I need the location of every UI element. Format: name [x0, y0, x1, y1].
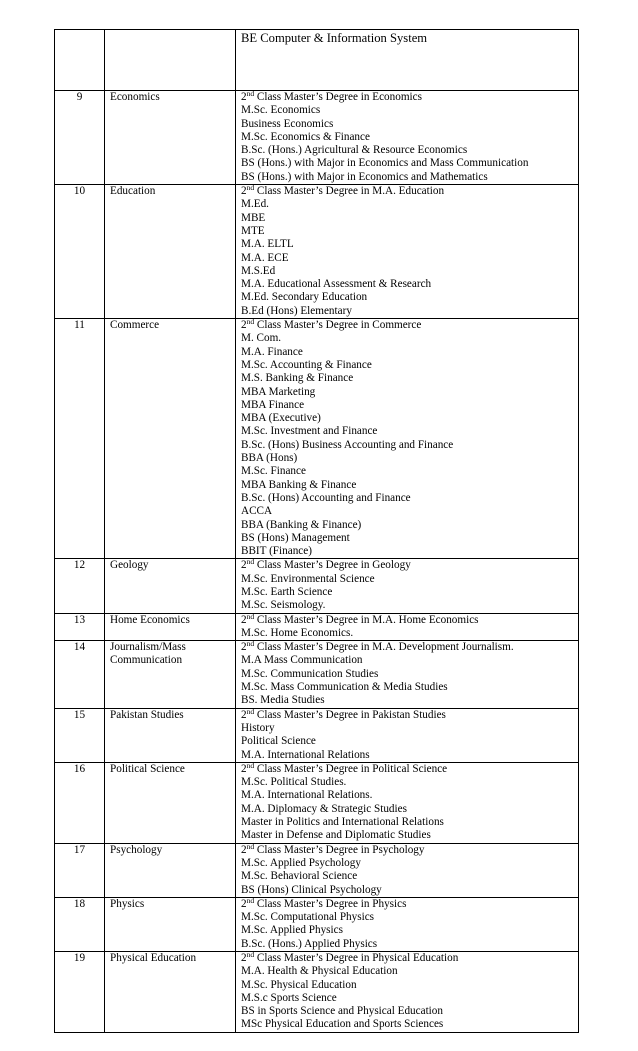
ordinal-number: 2: [241, 708, 247, 721]
subject-cell: [105, 641, 236, 708]
degree-item: BS (Hons.) with Major in Economics and Mathematics: [241, 170, 488, 183]
subject-name: Psychology: [110, 843, 163, 856]
ordinal-suffix: nd: [246, 760, 255, 770]
serial-number-cell: 9: [55, 91, 105, 185]
degree-item: MBA (Executive): [241, 412, 321, 425]
degree-item: M.Sc. Applied Physics: [241, 924, 343, 937]
degree-item: M.A. ELTL: [241, 238, 294, 251]
degree-item: BS (Hons) Clinical Psychology: [241, 883, 382, 896]
serial-number-cell: 17: [55, 843, 105, 897]
ordinal-number: 2: [241, 91, 247, 103]
ordinal-suffix: nd: [246, 557, 255, 567]
degree-item: M.Sc. Applied Psychology: [241, 856, 361, 869]
degree-item: M.S.c Sports Science: [241, 991, 337, 1004]
degrees-cell: [236, 613, 579, 641]
degree-item: M.Sc. Seismology.: [241, 599, 326, 612]
subject-name: Geology: [110, 559, 149, 572]
second-class-masters-degree: [241, 559, 578, 572]
serial-number-cell: [55, 30, 105, 91]
degree-item: History: [241, 721, 275, 734]
degree-item: BS (Hons) Management: [241, 531, 350, 544]
subject-name: Home Economics: [110, 613, 190, 626]
degree-requirement-text: Class Master’s Degree in M.A. Development Journalism.: [254, 641, 514, 654]
second-class-masters-degree: [241, 611, 578, 627]
degree-item: B.Sc. (Hons) Business Accounting and Finance: [241, 438, 454, 451]
table-row: [55, 843, 579, 897]
degree-item: M.Ed. Secondary Education: [241, 291, 368, 304]
ordinal-number: 2: [241, 641, 247, 654]
degree-item: M.Ed.: [241, 198, 269, 211]
degree-item: M.S.Ed: [241, 264, 276, 277]
degree-item: BS. Media Studies: [241, 694, 325, 707]
second-class-masters-degree: [241, 760, 578, 776]
degree-item: M.Sc. Environmental Science: [241, 572, 375, 585]
subject-cell: [105, 319, 236, 559]
table-row: [55, 319, 579, 559]
degrees-cell: [236, 91, 579, 185]
table-row: [55, 762, 579, 843]
degree-item: M.A. ECE: [241, 251, 289, 264]
table-row: [55, 30, 579, 91]
serial-number-cell: 16: [55, 762, 105, 843]
degree-requirement-text: Class Master’s Degree in M.A. Home Economics: [254, 613, 479, 626]
degrees-cell: [236, 897, 579, 951]
degree-item: M.Sc. Earth Science: [241, 585, 333, 598]
table-row: [55, 952, 579, 1033]
subject-name: Commerce: [110, 319, 160, 332]
ordinal-suffix: nd: [246, 706, 255, 716]
serial-number-cell: 10: [55, 185, 105, 319]
degree-item: MBA Banking & Finance: [241, 478, 357, 491]
degree-item: MTE: [241, 224, 265, 237]
degree-item: M.A. International Relations: [241, 748, 370, 761]
subject-name: Economics: [110, 91, 160, 103]
degree-item: M. Com.: [241, 332, 282, 345]
degree-item: M.A. Health & Physical Education: [241, 965, 398, 978]
degree-requirement-text: Class Master’s Degree in Geology: [254, 559, 411, 572]
ordinal-number: 2: [241, 559, 247, 572]
degree-requirement-text: Class Master’s Degree in Economics: [254, 91, 422, 103]
second-class-masters-degree: [241, 185, 578, 198]
degree-item: BE Computer & Information System: [241, 31, 428, 45]
subject-name: Journalism/Mass: [110, 641, 186, 654]
degree-requirement-text: Class Master’s Degree in Physics: [254, 897, 407, 910]
serial-number-cell: 18: [55, 897, 105, 951]
subject-cell: [105, 708, 236, 762]
degrees-cell: [236, 708, 579, 762]
degree-item: MBA Marketing: [241, 385, 316, 398]
second-class-masters-degree: [241, 841, 578, 857]
ordinal-number: 2: [241, 762, 247, 775]
table-row: [55, 897, 579, 951]
degree-requirement-text: Class Master’s Degree in M.A. Education: [254, 185, 445, 198]
table-row: [55, 559, 579, 613]
degree-item: BBA (Banking & Finance): [241, 518, 362, 531]
degrees-cell: [236, 185, 579, 319]
degree-item: Master in Defense and Diplomatic Studies: [241, 829, 431, 842]
degrees-cell: [236, 762, 579, 843]
second-class-masters-degree: [241, 706, 578, 722]
degree-item: M.Sc. Finance: [241, 465, 306, 478]
degree-item: M.Sc. Computational Physics: [241, 911, 375, 924]
degree-item: M.Sc. Physical Education: [241, 978, 357, 991]
serial-number-cell: 11: [55, 319, 105, 559]
degree-item: M.Sc. Economics & Finance: [241, 130, 370, 143]
degree-item: M.A. Educational Assessment & Research: [241, 278, 432, 291]
subject-name: Political Science: [110, 762, 185, 775]
table-row: [55, 613, 579, 641]
ordinal-number: 2: [241, 897, 247, 910]
degree-requirement-text: Class Master’s Degree in Political Science: [254, 762, 448, 775]
ordinal-number: 2: [241, 185, 247, 198]
ordinal-number: 2: [241, 952, 247, 964]
degree-item: BBA (Hons): [241, 452, 298, 465]
degrees-cell: [236, 559, 579, 613]
second-class-masters-degree: [241, 952, 578, 965]
degrees-cell: [236, 30, 579, 91]
subject-cell: [105, 762, 236, 843]
ordinal-suffix: nd: [246, 89, 255, 98]
degree-item: Master in Politics and International Relations: [241, 816, 444, 829]
degree-item: M.Sc. Investment and Finance: [241, 425, 378, 438]
degree-item: B.Sc. (Hons) Accounting and Finance: [241, 491, 411, 504]
ordinal-number: 2: [241, 843, 247, 856]
second-class-masters-degree: [241, 895, 578, 911]
ordinal-suffix: nd: [246, 639, 255, 649]
degrees-cell: [236, 319, 579, 559]
degree-item: M.Sc. Communication Studies: [241, 667, 379, 680]
subject-name: Physics: [110, 897, 145, 910]
ordinal-number: 2: [241, 319, 247, 332]
subject-cell: [105, 897, 236, 951]
degree-item: M.Sc. Economics: [241, 104, 321, 117]
ordinal-suffix: nd: [246, 841, 255, 851]
table-row: [55, 641, 579, 708]
serial-number-cell: 12: [55, 559, 105, 613]
subject-cell: [105, 91, 236, 185]
table-body: [55, 30, 579, 1033]
ordinal-suffix: nd: [246, 317, 255, 327]
degree-item: M.Sc. Accounting & Finance: [241, 358, 372, 371]
degree-requirement-text: Class Master’s Degree in Pakistan Studies: [254, 708, 446, 721]
degree-item: MBA Finance: [241, 398, 305, 411]
subject-cell: [105, 952, 236, 1033]
table-row: [55, 185, 579, 319]
degree-requirement-text: Class Master’s Degree in Physical Education: [254, 952, 459, 964]
degree-item: B.Ed (Hons) Elementary: [241, 304, 352, 317]
second-class-masters-degree: [241, 319, 578, 332]
degree-item: ACCA: [241, 505, 273, 518]
degrees-cell: [236, 641, 579, 708]
subject-name: Pakistan Studies: [110, 708, 184, 721]
subject-cell: [105, 843, 236, 897]
subject-name: Communication: [110, 654, 183, 667]
subject-cell: [105, 613, 236, 641]
degree-item: M.A. International Relations.: [241, 789, 373, 802]
degree-requirement-text: Class Master’s Degree in Psychology: [254, 843, 425, 856]
serial-number-cell: 14: [55, 641, 105, 708]
degree-item: BS in Sports Science and Physical Education: [241, 1005, 443, 1018]
ordinal-number: 2: [241, 613, 247, 626]
ordinal-suffix: nd: [246, 895, 255, 905]
serial-number-cell: 19: [55, 952, 105, 1033]
degree-item: M.Sc. Mass Communication & Media Studies: [241, 681, 448, 694]
subject-cell: [105, 559, 236, 613]
degree-item: M.A. Finance: [241, 345, 303, 358]
subject-cell: [105, 30, 236, 91]
second-class-masters-degree: [241, 91, 578, 104]
degree-requirement-text: Class Master’s Degree in Commerce: [254, 319, 422, 332]
degree-equivalence-table: [54, 29, 579, 1033]
subject-name: Physical Education: [110, 952, 197, 964]
degree-item: Political Science: [241, 735, 316, 748]
degree-item: B.Sc. (Hons.) Agricultural & Resource Economics: [241, 144, 468, 157]
degree-item: M.Sc. Behavioral Science: [241, 870, 358, 883]
ordinal-suffix: nd: [246, 183, 255, 193]
degree-item: M.Sc. Political Studies.: [241, 776, 347, 789]
table-row: [55, 91, 579, 185]
subject-name: Education: [110, 185, 156, 198]
ordinal-suffix: nd: [246, 611, 255, 621]
degree-item: BBIT (Finance): [241, 545, 312, 558]
serial-number-cell: 13: [55, 613, 105, 641]
serial-number-cell: 15: [55, 708, 105, 762]
degree-item: M.S. Banking & Finance: [241, 372, 354, 385]
degrees-cell: [236, 952, 579, 1033]
degree-item: B.Sc. (Hons.) Applied Physics: [241, 937, 378, 950]
ordinal-suffix: nd: [246, 950, 255, 959]
degree-item: MSc Physical Education and Sports Sciences: [241, 1018, 444, 1031]
degree-item: M.A. Diplomacy & Strategic Studies: [241, 802, 407, 815]
degree-item: M.A Mass Communication: [241, 654, 363, 667]
table-row: [55, 708, 579, 762]
degree-item: BS (Hons.) with Major in Economics and Mass Communication: [241, 157, 529, 170]
degrees-cell: [236, 843, 579, 897]
degree-item: MBE: [241, 211, 266, 224]
degree-item: M.Sc. Home Economics.: [241, 626, 354, 639]
degree-item: Business Economics: [241, 117, 334, 130]
second-class-masters-degree: [241, 641, 578, 654]
subject-cell: [105, 185, 236, 319]
